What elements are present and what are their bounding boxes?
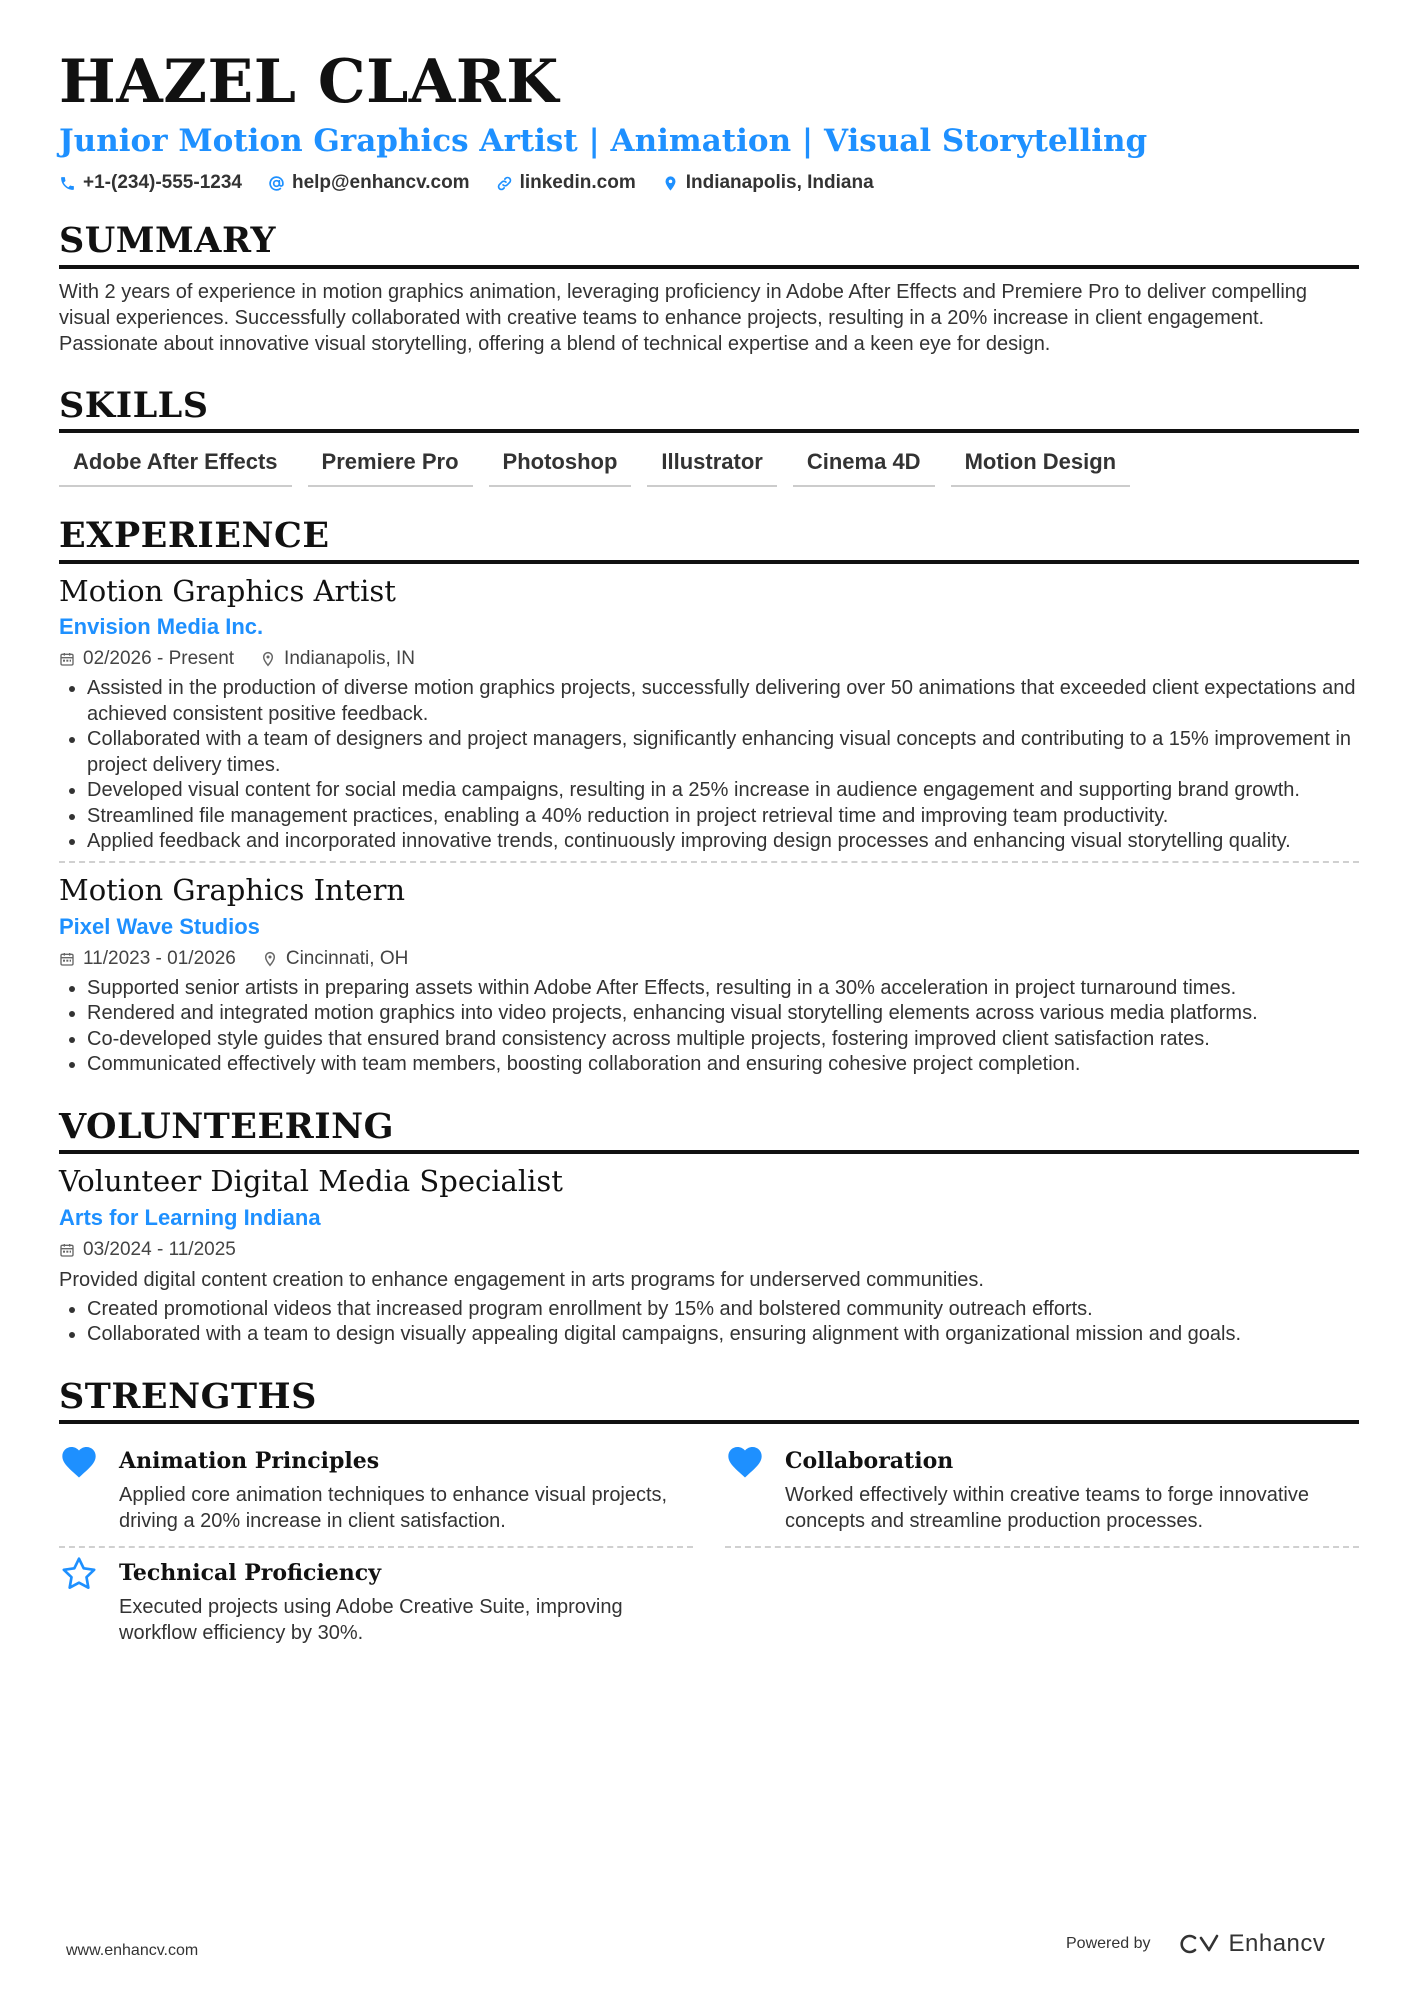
bullet-item: • Communicated effectively with team members, boosting collaboration and ensuring cohesive project completion. xyxy=(87,1052,1359,1078)
phone-icon xyxy=(59,175,76,192)
job-dates-text: 11/2023 - 01/2026 xyxy=(83,947,236,969)
enhancv-logo[interactable] xyxy=(1175,1930,1326,1958)
strength-description: Applied core animation techniques to enhance visual projects, driving a 20% increase in client satisfaction. xyxy=(119,1484,668,1533)
job-bullets xyxy=(59,976,1359,1078)
job-dates-text: 02/2026 - Present xyxy=(83,648,235,670)
footer-branding xyxy=(1066,1930,1325,1958)
strength-description: Executed projects using Adobe Creative Suite, improving workflow efficiency by 30%. xyxy=(119,1596,623,1645)
entry-divider xyxy=(59,861,1359,863)
contact-linkedin[interactable] xyxy=(496,172,636,194)
bullet-item: • Rendered and integrated motion graphics into video projects, enhancing visual storytelling elements across various media platforms. xyxy=(87,1001,1359,1027)
skills-title: SKILLS xyxy=(59,387,1359,434)
heart-icon xyxy=(725,1442,765,1482)
skill-tag: Adobe After Effects xyxy=(59,449,292,487)
bullet-item: • Developed visual content for social media campaigns, resulting in a 25% increase in audience engagement and supporting brand growth. xyxy=(87,778,1359,804)
volunteer-org: Arts for Learning Indiana xyxy=(59,1204,321,1230)
volunteer-bullets xyxy=(59,1297,1359,1348)
volunteer-dates-text: 03/2024 - 11/2025 xyxy=(83,1238,236,1260)
job-location-text: Indianapolis, IN xyxy=(284,648,416,670)
volunteer-meta xyxy=(59,1239,1359,1261)
summary-section xyxy=(59,222,1359,357)
strengths-title: STRENGTHS xyxy=(59,1378,1359,1425)
job-meta xyxy=(59,648,1359,670)
job-dates xyxy=(59,648,234,670)
job-company: Pixel Wave Studios xyxy=(59,913,260,939)
skills-list xyxy=(59,449,1359,487)
volunteer-dates xyxy=(59,1239,236,1261)
strengths-section xyxy=(59,1375,1359,1659)
job-role: Motion Graphics Artist xyxy=(59,573,396,608)
volunteering-section xyxy=(59,1105,1359,1348)
job-role: Motion Graphics Intern xyxy=(59,872,406,907)
at-icon xyxy=(268,175,285,192)
strength-title: Technical Proficiency xyxy=(119,1560,381,1587)
skill-tag: Photoshop xyxy=(489,449,632,487)
bullet-item: • Created promotional videos that increased program enrollment by 15% and bolstered community outreach efforts. xyxy=(87,1297,1359,1323)
job-bullets xyxy=(59,676,1359,855)
strength-item xyxy=(725,1436,1359,1548)
strength-item xyxy=(59,1436,693,1548)
experience-section xyxy=(59,517,1359,1078)
contact-bar xyxy=(59,172,1359,194)
volunteering-title: VOLUNTEERING xyxy=(59,1108,1359,1155)
bullet-item: • Collaborated with a team of designers and project managers, significantly enhancing visual concepts and contributing to a 15% improvement in project delivery times. xyxy=(87,727,1359,778)
contact-phone[interactable] xyxy=(59,172,242,194)
bullet-item: • Streamlined file management practices, enabling a 40% reduction in project retrieval time and improving team productivity. xyxy=(87,804,1359,830)
strengths-grid xyxy=(59,1436,1359,1658)
job-entry xyxy=(59,873,1359,1078)
skill-tag: Illustrator xyxy=(647,449,776,487)
job-location xyxy=(262,948,409,970)
job-meta xyxy=(59,948,1359,970)
job-location-text: Cincinnati, OH xyxy=(285,947,409,969)
strength-item xyxy=(59,1548,693,1658)
volunteer-role: Volunteer Digital Media Specialist xyxy=(59,1164,563,1199)
strength-description: Worked effectively within creative teams to forge innovative concepts and streamline production processes. xyxy=(785,1484,1309,1533)
resume-page xyxy=(59,48,1359,1658)
email-text: help@enhancv.com xyxy=(291,172,470,194)
location-text: Indianapolis, Indiana xyxy=(685,172,874,194)
map-pin-icon xyxy=(260,651,276,667)
strength-title: Animation Principles xyxy=(119,1448,380,1475)
skill-tag: Premiere Pro xyxy=(308,449,473,487)
experience-title: EXPERIENCE xyxy=(59,517,1359,564)
job-company: Envision Media Inc. xyxy=(59,614,264,640)
powered-by-label: Powered by xyxy=(1066,1935,1151,1952)
calendar-icon xyxy=(59,951,75,967)
job-dates xyxy=(59,948,236,970)
candidate-name: HAZEL CLARK xyxy=(59,47,559,117)
bullet-item: • Applied feedback and incorporated innovative trends, continuously improving design processes and enhancing visual storytelling quality. xyxy=(87,829,1359,855)
calendar-icon xyxy=(59,651,75,667)
calendar-icon xyxy=(59,1242,75,1258)
skill-tag: Motion Design xyxy=(951,449,1131,487)
link-icon xyxy=(496,175,513,192)
linkedin-text: linkedin.com xyxy=(519,172,636,194)
skill-tag: Cinema 4D xyxy=(793,449,935,487)
summary-title: SUMMARY xyxy=(59,222,1359,269)
heart-icon xyxy=(59,1442,99,1482)
phone-text: +1-(234)-555-1234 xyxy=(83,172,242,194)
contact-email[interactable] xyxy=(268,172,470,194)
strength-title: Collaboration xyxy=(785,1448,954,1475)
job-entry xyxy=(59,574,1359,863)
bullet-item: • Co-developed style guides that ensured brand consistency across multiple projects, fostering improved client satisfaction rates. xyxy=(87,1027,1359,1053)
star-icon xyxy=(59,1554,99,1594)
enhancv-logo-icon xyxy=(1175,1932,1221,1956)
map-pin-icon xyxy=(262,951,278,967)
footer-website[interactable]: www.enhancv.com xyxy=(66,1942,199,1959)
bullet-item: • Supported senior artists in preparing assets within Adobe After Effects, resulting in a 30% acceleration in project turnaround times. xyxy=(87,976,1359,1002)
headline: Junior Motion Graphics Artist | Animation | Visual Storytelling xyxy=(59,123,1148,159)
job-location xyxy=(260,648,415,670)
enhancv-brand-text: Enhancv xyxy=(1228,1930,1326,1957)
summary-text: With 2 years of experience in motion graphics animation, leveraging proficiency in Adobe After Effects and Premiere Pro to deliver compelling visual experiences. Successfully collaborated with creative teams to enhance projects, resulting in a 20% increase in client engagement. Passionate about innovative visual storytelling, offering a blend of technical expertise and a keen eye for design. xyxy=(59,280,1308,355)
skills-section xyxy=(59,384,1359,488)
bullet-item: • Assisted in the production of diverse motion graphics projects, successfully delivering over 50 animations that exceeded client expectations and achieved consistent positive feedback. xyxy=(87,676,1359,727)
volunteer-description: Provided digital content creation to enhance engagement in arts programs for underserved communities. xyxy=(59,1268,984,1291)
contact-location xyxy=(662,172,874,194)
map-pin-icon xyxy=(662,175,679,192)
bullet-item: • Collaborated with a team to design visually appealing digital campaigns, ensuring alignment with organizational mission and goals. xyxy=(87,1322,1359,1348)
